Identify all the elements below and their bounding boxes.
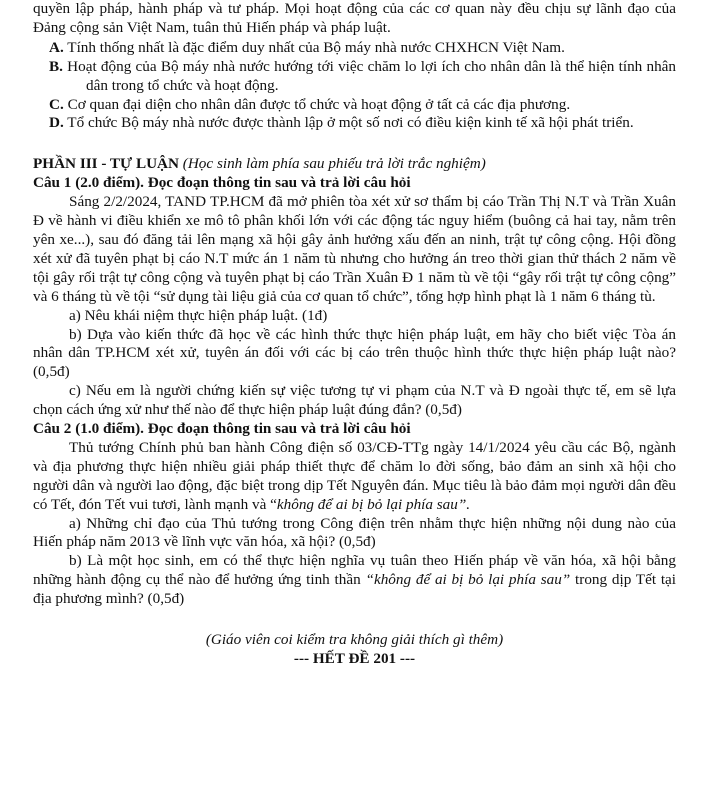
q2-b-tail: trong dịp Tết tại địa phương mình? (0,5đ) — [33, 571, 676, 608]
option-letter: B. — [49, 57, 63, 75]
spacer — [33, 133, 676, 155]
option-b — [33, 58, 676, 96]
q2-question-a: a) Những chỉ đạo của Thủ tướng trong Công điện trên nhằm thực hiện những nội dung nào của Hiến pháp năm 2013 về lĩnh vực văn hóa, xã hội? (0,5đ) — [33, 514, 676, 551]
q2-passage — [33, 439, 676, 515]
intro-paragraph: quyền lập pháp, hành pháp và tư pháp. Mọi hoạt động của các cơ quan này đều chịu sự lãnh đạo của Đảng cộng sản Việt Nam, tuân thủ Hiến pháp và pháp luật. — [33, 0, 676, 36]
answer-options — [33, 39, 676, 134]
option-letter: C. — [49, 95, 64, 113]
q2-heading: Câu 2 (1.0 điểm). Đọc đoạn thông tin sau và trả lời câu hỏi — [33, 420, 411, 438]
q2-b-text: b) Là một học sinh, em có thể thực hiện nghĩa vụ tuân theo Hiến pháp về văn hóa, xã hội bằng những hành động cụ thể nào để hưởng ứng tinh thần — [33, 552, 676, 589]
option-letter: A. — [49, 38, 64, 56]
option-text: Hoạt động của Bộ máy nhà nước hướng tới việc chăm lo lợi ích cho nhân dân là thể hiện tính nhân dân trong tổ chức và hoạt động. — [67, 57, 676, 94]
spacer — [33, 609, 676, 631]
option-text: Cơ quan đại diện cho nhân dân được tổ chức và hoạt động ở tất cả các địa phương. — [67, 95, 571, 113]
part3-heading — [33, 155, 676, 174]
q1-question-b: b) Dựa vào kiến thức đã học về các hình thức thực hiện pháp luật, em hãy cho biết việc Tòa án nhân dân TP.HCM xét xử, tuyên án đối với các bị cáo trên thuộc hình thức thực hiện pháp luật nào? (0,5đ) — [33, 325, 676, 381]
part3-title: PHẦN III - TỰ LUẬN — [33, 155, 179, 173]
footer-note: (Giáo viên coi kiểm tra không giải thích gì thêm) — [205, 631, 504, 649]
option-text: Tổ chức Bộ máy nhà nước được thành lập ở một số nơi có điều kiện kinh tế xã hội phát triển. — [67, 114, 634, 132]
option-c — [33, 96, 676, 115]
q1-question-c: c) Nếu em là người chứng kiến sự việc tương tự vi phạm của N.T và Đ ngoài thực tế, em sẽ lựa chọn cách ứng xử như thế nào để thực hiện pháp luật đúng đắn? (0,5đ) — [33, 382, 676, 419]
q2-passage-quote: không để ai bị bỏ lại phía sau”. — [276, 495, 471, 513]
q2-question-b — [33, 552, 676, 609]
q1-passage: Sáng 2/2/2024, TAND TP.HCM đã mở phiên tòa xét xử sơ thẩm bị cáo Trần Thị N.T và Trần Xuân Đ về hành vi điều khiển xe mô tô phân khối lớn với các động tác nguy hiểm (buông cả hai tay, nằm trên yên xe...), sau đó đăng tải lên mạng xã hội gây ảnh hưởng xấu đến an ninh, trật tự công cộng. Hội đồng xét xử đã tuyên phạt bị cáo N.T mức án 1 năm tù nhưng cho hưởng án treo thời gian thử thách 2 năm về tội gây rối trật tự công cộng và tuyên phạt bị cáo Trần Xuân Đ 1 năm tù về tội “gây rối trật tự công cộng” và 6 tháng tù về tội “sử dụng tài liệu giả của cơ quan tổ chức”, tổng hợp hình phạt là 1 năm 6 tháng tù. — [33, 193, 676, 305]
part3-note: (Học sinh làm phía sau phiếu trả lời trắc nghiệm) — [182, 155, 486, 173]
footer-end: --- HẾT ĐỀ 201 --- — [293, 650, 416, 667]
option-d — [33, 114, 676, 133]
exam-page — [33, 0, 676, 669]
option-a — [33, 39, 676, 58]
option-text: Tính thống nhất là đặc điểm duy nhất của Bộ máy nhà nước CHXHCN Việt Nam. — [67, 38, 565, 56]
option-letter: D. — [49, 114, 64, 132]
q1-question-a: a) Nêu khái niệm thực hiện pháp luật. (1đ) — [69, 306, 328, 324]
q2-b-quote: “không để ai bị bỏ lại phía sau” — [365, 571, 571, 589]
q1-heading: Câu 1 (2.0 điểm). Đọc đoạn thông tin sau và trả lời câu hỏi — [33, 174, 411, 192]
q2-passage-text: Thủ tướng Chính phủ ban hành Công điện số 03/CĐ-TTg ngày 14/1/2024 yêu cầu các Bộ, ngành và địa phương thực hiện nhiều giải pháp thiết thực để chăm lo đời sống, bảo đảm an sinh xã hội cho người dân và người lao động, đặc biệt trong dịp Tết Nguyên đán. Mục tiêu là bảo đảm mọi người dân đều có Tết, đón Tết vui tươi, lành mạnh và “ — [33, 438, 676, 513]
